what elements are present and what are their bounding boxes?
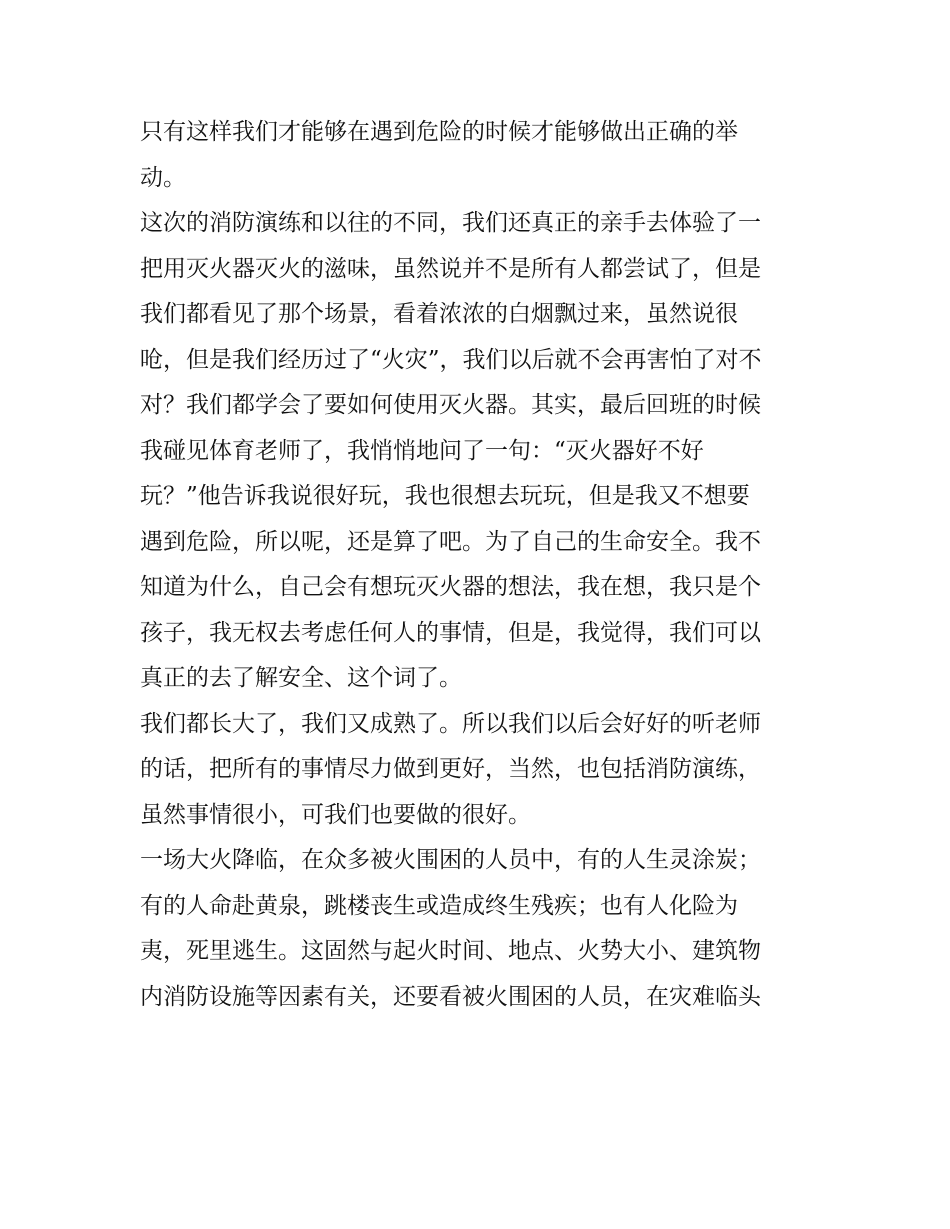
text-line: 我们都长大了，我们又成熟了。所以我们以后会好好的听老师 bbox=[140, 710, 761, 737]
text-line: 内消防设施等因素有关，还要看被火围困的人员，在灾难临头 bbox=[140, 983, 761, 1010]
text-line: 呛，但是我们经历过了“火灾”，我们以后就不会再害怕了对不 bbox=[140, 346, 762, 373]
text-line: 我碰见体育老师了，我悄悄地问了一句：“灭火器好不好 bbox=[140, 437, 704, 464]
text-line: 只有这样我们才能够在遇到危险的时候才能够做出正确的举 bbox=[140, 119, 738, 145]
text-line: 孩子，我无权去考虑任何人的事情，但是，我觉得，我们可以 bbox=[140, 619, 761, 646]
text-line: 夷，死里逃生。这固然与起火时间、地点、火势大小、建筑物 bbox=[140, 938, 761, 964]
text-line: 把用灭火器灭火的滋味，虽然说并不是所有人都尝试了，但是 bbox=[140, 255, 761, 282]
text-line: 我们都看见了那个场景，看着浓浓的白烟飘过来，虽然说很 bbox=[140, 301, 738, 327]
text-line: 虽然事情很小，可我们也要做的很好。 bbox=[140, 801, 531, 828]
text-line: 知道为什么，自己会有想玩灭火器的想法，我在想，我只是个 bbox=[140, 574, 761, 600]
body-text bbox=[140, 110, 830, 1020]
text-line: 对？我们都学会了要如何使用灭火器。其实，最后回班的时候 bbox=[140, 392, 761, 418]
text-line: 真正的去了解安全、这个词了。 bbox=[140, 665, 462, 691]
text-line: 一场大火降临，在众多被火围困的人员中，有的人生灵涂炭； bbox=[140, 847, 761, 873]
text-line: 遇到危险，所以呢，还是算了吧。为了自己的生命安全。我不 bbox=[140, 528, 761, 555]
text-line: 的话，把所有的事情尽力做到更好，当然，也包括消防演练， bbox=[140, 756, 761, 782]
text-line: 玩？”他告诉我说很好玩，我也很想去玩玩，但是我又不想要 bbox=[140, 483, 750, 509]
text-line: 动。 bbox=[140, 164, 186, 191]
text-line: 这次的消防演练和以往的不同，我们还真正的亲手去体验了一 bbox=[140, 210, 761, 236]
text-line: 有的人命赴黄泉，跳楼丧生或造成终生残疾；也有人化险为 bbox=[140, 892, 738, 919]
